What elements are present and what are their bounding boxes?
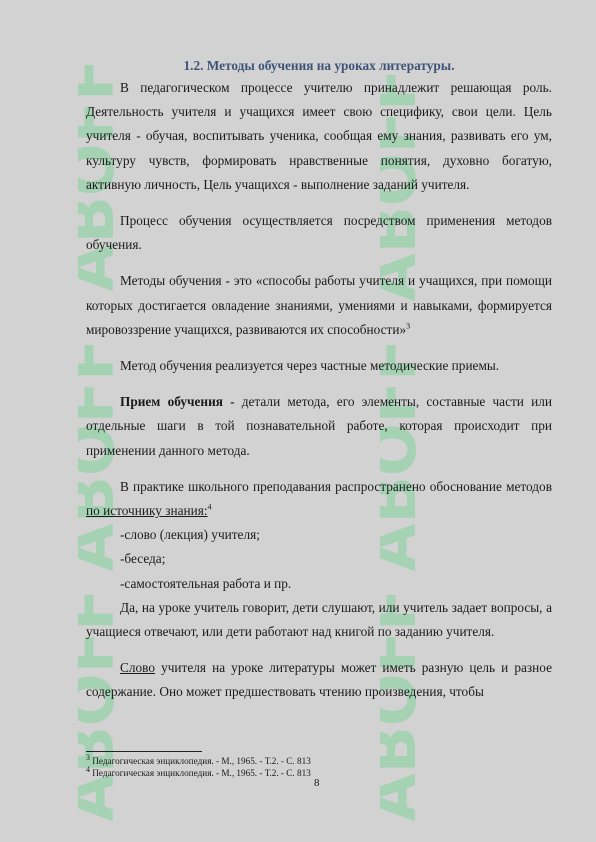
list-item: -беседа;: [120, 551, 166, 567]
paragraph: В педагогическом процессе учителю принадлежит решающая роль. Деятельность учителя и учащихся имеет свою специфику, свои цели. Цель учителя - обучая, воспитывать ученика, сообщая ему знания, развивать его ум, культуру чувств, формировать нравственные понятия, духовно богатую, активную личность, Цель учащихся - выполнение заданий учителя.: [86, 80, 552, 192]
underlined-text: по источнику знания:: [86, 503, 208, 519]
footnote-text: Педагогическая энциклопедия. - М., 1965. - Т.2. - С. 813: [90, 768, 311, 778]
paragraph: [86, 656, 552, 704]
watermark-text: ABOFF: [78, 58, 128, 292]
footnote: [86, 752, 311, 767]
list-item: -самостоятельная работа и пр.: [120, 575, 292, 591]
section-title: 1.2. Методы обучения на уроках литературы.: [183, 58, 455, 73]
watermark-text: ABOFF: [78, 588, 128, 822]
paragraph: [86, 269, 552, 342]
paragraph-text: учителя на уроке литературы может иметь разную цель и разное содержание. Оно может предшествовать чтению произведения, чтобы: [86, 660, 552, 700]
paragraph: [86, 475, 552, 523]
page-body: [86, 56, 552, 705]
watermark-text: ABOFF: [380, 588, 430, 822]
paragraph-text: детали метода, его элементы, составные части или отдельные шаги в той познавательной работе, которая происходит при применении данного метода.: [86, 394, 552, 458]
term-bold: Прием обучения -: [120, 394, 235, 410]
page-number: 8: [314, 777, 320, 789]
footnote: [86, 764, 311, 779]
underlined-text: Слово: [120, 660, 155, 676]
paragraph: Да, на уроке учитель говорит, дети слушают, или учитель задает вопросы, а учащиеся отвечают, или дети работают над книгой по заданию учителя.: [86, 599, 552, 640]
footnote-ref[interactable]: 3: [406, 321, 411, 331]
watermark-text: ABOFF: [78, 338, 128, 572]
paragraph: [86, 390, 552, 463]
paragraph-text: Методы обучения - это «способы работы учителя и учащихся, при помощи которых достигается овладение знаниями, умениями и навыками, формируется мировоззрение учащихся, развиваются их способности»: [86, 273, 552, 337]
watermark-text: ABOFF: [380, 68, 430, 302]
paragraph: Процесс обучения осуществляется посредством применения методов обучения.: [86, 213, 552, 253]
footnote-text: Педагогическая энциклопедия. - М., 1965. - Т.2. - С. 813: [90, 756, 311, 766]
footnote-separator: [86, 751, 202, 752]
watermark-text: ABOFF: [380, 338, 430, 572]
footnote-number: 3: [86, 752, 90, 762]
list-item: -слово (лекция) учителя;: [120, 527, 260, 543]
paragraph: Метод обучения реализуется через частные методические приемы.: [120, 358, 500, 374]
paragraph-text: В практике школьного преподавания распространено обоснование методов: [120, 478, 552, 494]
footnote-ref[interactable]: 4: [207, 502, 212, 512]
footnote-number: 4: [86, 764, 90, 774]
